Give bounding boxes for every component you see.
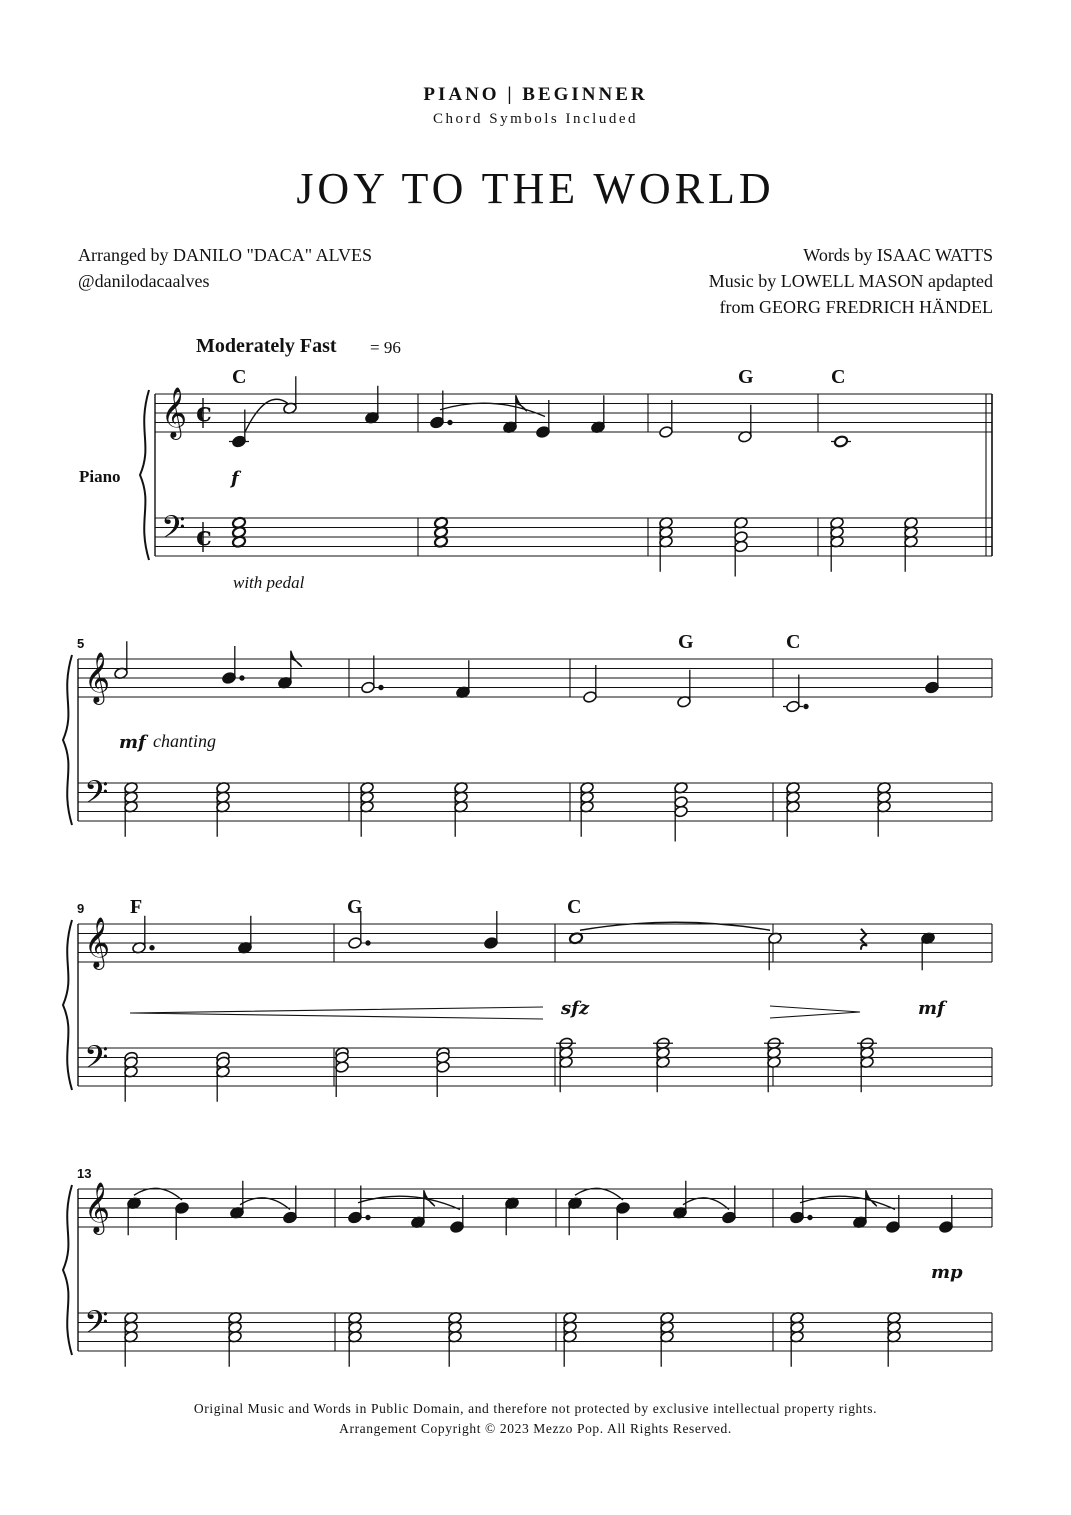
bass-clef-icon: 𝄢 (161, 509, 186, 553)
series-label: PIANO | BEGINNER (423, 84, 648, 105)
dynamic-marking: sfz (561, 998, 590, 1019)
dot (448, 420, 452, 424)
chord-symbol: C (567, 896, 582, 918)
subtitle: Chord Symbols Included (433, 111, 638, 127)
chord-symbol: C (232, 366, 247, 388)
slur (440, 403, 545, 416)
treble-clef-icon: 𝄞 (84, 917, 111, 968)
whole-note (834, 435, 849, 448)
treble-clef-icon: 𝄞 (84, 1182, 111, 1233)
crescendo-hairpin (130, 1007, 543, 1019)
chord-symbol: C (786, 631, 801, 653)
words-credit: Words by ISAAC WATTS (803, 245, 993, 265)
tempo-marking: Moderately Fast (196, 335, 337, 357)
arranger-name: Arranged by DANILO "DACA" ALVES (78, 245, 373, 265)
page-title: JOY TO THE WORLD (296, 164, 775, 213)
music-credit-source: from GEORG FREDRICH HÄNDEL (719, 297, 993, 317)
quarter-rest-icon (861, 929, 867, 950)
chord-symbol: F (130, 896, 143, 918)
chord-symbol: G (347, 896, 363, 918)
arranger-handle: @danilodacaalves (78, 271, 210, 291)
dynamic-marking: mp (931, 1262, 963, 1283)
dot (150, 946, 154, 950)
cut-time-icon: c (196, 522, 212, 552)
footer-copyright-note: Original Music and Words in Public Domain, and therefore not protected by exclusive intellectual property rights. (193, 1401, 878, 1416)
treble-clef-icon: 𝄞 (84, 652, 111, 703)
tempo-value: = 96 (370, 338, 401, 357)
treble-clef-icon: 𝄞 (161, 387, 188, 438)
dot (379, 685, 383, 689)
chord-symbol: G (738, 366, 754, 388)
footer-copyright: Arrangement Copyright © 2023 Mezzo Pop. All Rights Reserved. (339, 1421, 732, 1436)
decrescendo-hairpin (770, 1006, 860, 1018)
slur (245, 399, 288, 432)
chord-symbol: G (678, 631, 694, 653)
dynamic-marking: mf (918, 998, 945, 1019)
bass-clef-icon: 𝄢 (84, 1039, 109, 1083)
dot (808, 1215, 812, 1219)
expression-text: chanting (153, 731, 216, 751)
dot (366, 1215, 370, 1219)
chord-symbol: C (831, 366, 846, 388)
pedal-instruction: with pedal (233, 573, 305, 592)
cut-time-icon: c (196, 398, 212, 428)
measure-number: 13 (77, 1166, 92, 1181)
dot (240, 676, 244, 680)
dot (366, 941, 370, 945)
instrument-name: Piano (79, 467, 121, 486)
brace (140, 390, 149, 560)
music-credit: Music by LOWELL MASON apdapted (708, 271, 993, 291)
measure-number: 9 (77, 901, 85, 916)
dot (804, 704, 808, 708)
bass-clef-icon: 𝄢 (84, 774, 109, 818)
brace (63, 655, 72, 825)
brace (63, 920, 72, 1090)
dynamic-marking: f (231, 468, 239, 489)
brace (63, 1185, 72, 1355)
measure-number: 5 (77, 636, 85, 651)
dynamic-marking: mf (119, 732, 146, 753)
bass-clef-icon: 𝄢 (84, 1304, 109, 1348)
